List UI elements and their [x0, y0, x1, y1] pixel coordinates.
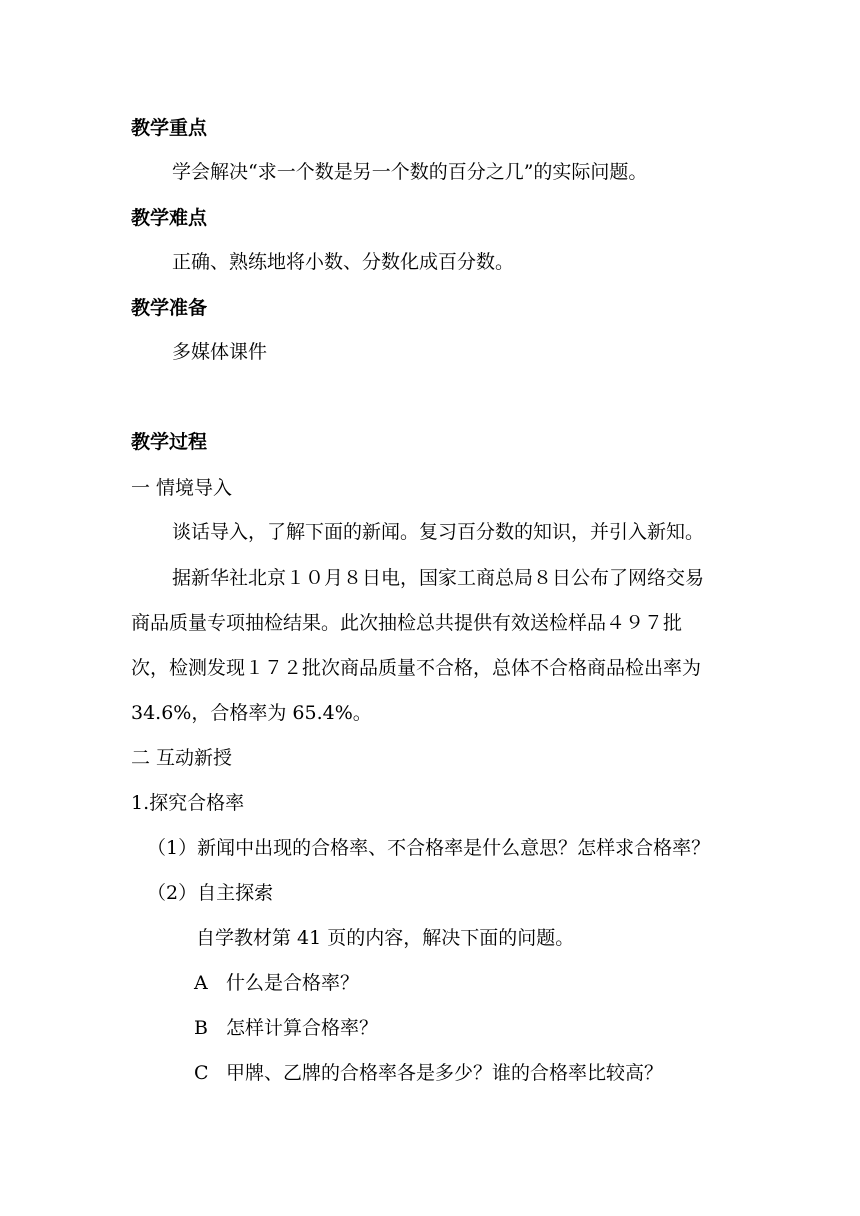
news-line-3: 次，检测发现１７２批次商品质量不合格，总体不合格商品检出率为 — [131, 657, 702, 679]
option-c-text: 甲牌、乙牌的合格率各是多少？谁的合格率比较高？ — [226, 1062, 664, 1084]
option-b-text: 怎样计算合格率？ — [226, 1017, 379, 1039]
question-2: （2）自主探索 — [147, 882, 274, 904]
teaching-focus-text: 学会解决“求一个数是另一个数的百分之几”的实际问题。 — [172, 161, 648, 183]
self-study-task: 自学教材第 41 页的内容，解决下面的问题。 — [196, 927, 575, 949]
subsection-1-heading: 1.探究合格率 — [131, 792, 245, 814]
part2-heading: 二 互动新授 — [131, 747, 233, 769]
news-line-2: 商品质量专项抽检结果。此次抽检总共提供有效送检样品４９７批 — [131, 612, 683, 634]
option-b-key: B — [194, 1017, 208, 1039]
teaching-difficulty-heading: 教学难点 — [131, 207, 208, 229]
question-1: （1）新闻中出现的合格率、不合格率是什么意思？怎样求合格率？ — [147, 837, 711, 859]
option-c-key: C — [194, 1062, 209, 1084]
option-a — [194, 971, 359, 995]
option-a-key: A — [194, 972, 208, 994]
option-b — [194, 1016, 378, 1040]
news-line-4: 34.6%，合格率为 65.4%。 — [131, 702, 372, 724]
news-line-1: 据新华社北京１０月８日电，国家工商总局８日公布了网络交易 — [172, 567, 705, 589]
teaching-prep-heading: 教学准备 — [131, 297, 208, 319]
part1-heading: 一 情境导入 — [131, 477, 233, 499]
teaching-focus-heading: 教学重点 — [131, 117, 208, 139]
option-c — [194, 1061, 663, 1085]
part1-intro: 谈话导入，了解下面的新闻。复习百分数的知识，并引入新知。 — [172, 521, 705, 543]
option-a-text: 什么是合格率？ — [226, 972, 360, 994]
teaching-prep-text: 多媒体课件 — [172, 341, 268, 363]
teaching-process-heading: 教学过程 — [131, 431, 208, 453]
teaching-difficulty-text: 正确、熟练地将小数、分数化成百分数。 — [172, 251, 515, 273]
